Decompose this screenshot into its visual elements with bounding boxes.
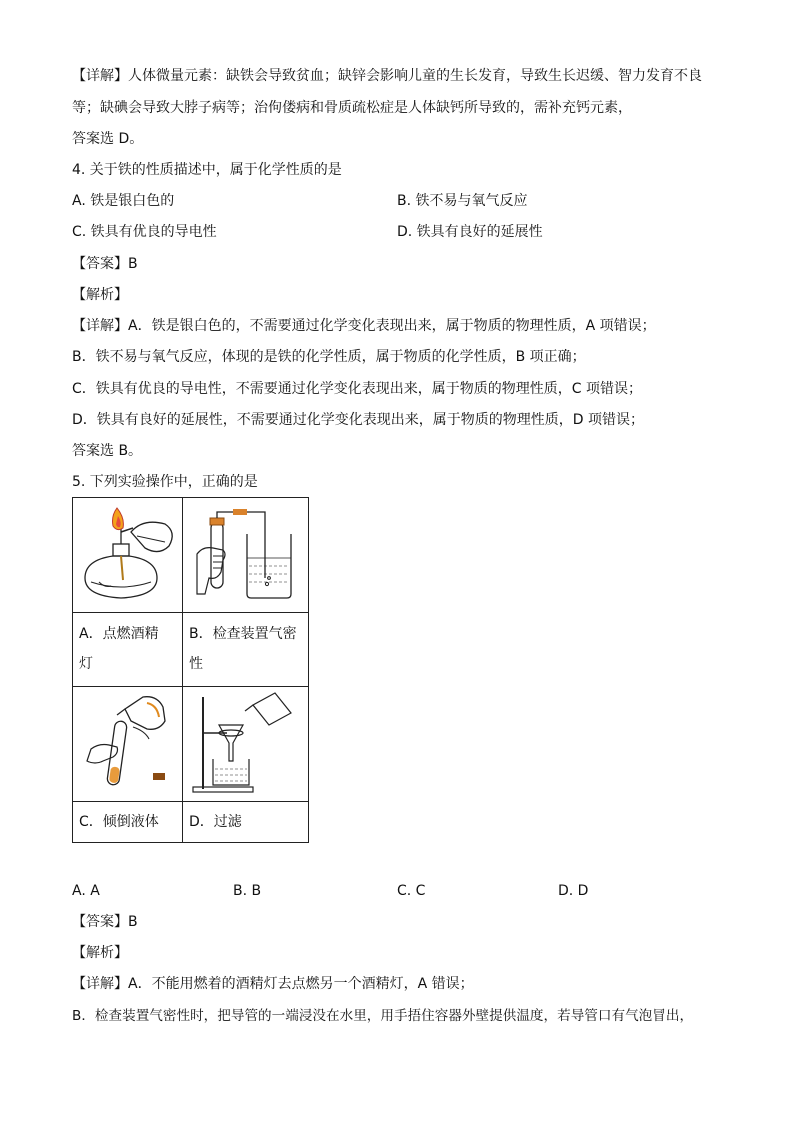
q4-explain-2: B．铁不易与氧气反应，体现的是铁的化学性质，属于物质的化学性质，B 项正确；: [72, 349, 586, 365]
q4-option-c: C. 铁具有优良的导电性: [72, 224, 217, 240]
caption-c: C．倾倒液体: [79, 814, 159, 830]
q4-explain-5: 答案选 B。: [72, 443, 143, 459]
cell-c-caption: [72, 801, 183, 843]
caption-d: D．过滤: [189, 814, 242, 830]
q4-option-b: B. 铁不易与氧气反应: [397, 193, 528, 209]
q5-option-c: C. C: [397, 883, 426, 899]
q5-option-a: A. A: [72, 883, 100, 899]
q4-explain-1: 【详解】A．铁是银白色的，不需要通过化学变化表现出来，属于物质的物理性质，A 项错误；: [72, 318, 656, 334]
intro-line-3: 答案选 D。: [72, 131, 144, 147]
airtightness-check-icon: [183, 498, 308, 612]
q5-explain-2: B．检查装置气密性时，把导管的一端浸没在水里，用手捂住容器外壁提供温度，若导管口有气泡冒出，: [72, 1008, 694, 1024]
caption-a-line-2: 灯: [79, 656, 93, 672]
cell-a-image: [72, 497, 183, 613]
caption-a-line-1: A．点燃酒精: [79, 626, 159, 642]
cell-b-caption: [182, 612, 309, 687]
cell-d-caption: [182, 801, 309, 843]
cell-a-caption: [72, 612, 183, 687]
q4-stem: 4. 关于铁的性质描述中，属于化学性质的是: [72, 162, 342, 178]
q5-stem: 5. 下列实验操作中，正确的是: [72, 474, 258, 490]
filtration-icon: [183, 687, 308, 801]
intro-line-1: 【详解】人体微量元素：缺铁会导致贫血；缺锌会影响儿童的生长发育，导致生长迟缓、智力发育不良: [72, 68, 702, 84]
q4-explain-3: C．铁具有优良的导电性，不需要通过化学变化表现出来，属于物质的物理性质，C 项错误；: [72, 381, 642, 397]
caption-b-line-2: 性: [189, 656, 203, 672]
q4-option-d: D. 铁具有良好的延展性: [397, 224, 543, 240]
alcohol-lamp-lighting-icon: [73, 498, 182, 612]
q5-explain-1: 【详解】A．不能用燃着的酒精灯去点燃另一个酒精灯，A 错误；: [72, 976, 474, 992]
caption-b-line-1: B．检查装置气密: [189, 626, 297, 642]
intro-line-2: 等；缺碘会导致大脖子病等；治佝偻病和骨质疏松症是人体缺钙所导致的，需补充钙元素，: [72, 100, 632, 116]
q4-analysis-label: 【解析】: [72, 287, 128, 303]
q4-explain-4: D．铁具有良好的延展性，不需要通过化学变化表现出来，属于物质的物理性质，D 项错误；: [72, 412, 645, 428]
q5-figure-table: [72, 497, 309, 843]
cell-d-image: [182, 686, 309, 802]
q4-answer: 【答案】B: [72, 256, 138, 272]
q5-option-b: B. B: [233, 883, 262, 899]
pouring-liquid-icon: [73, 687, 182, 801]
q5-answer: 【答案】B: [72, 914, 138, 930]
q5-analysis-label: 【解析】: [72, 945, 128, 961]
cell-b-image: [182, 497, 309, 613]
q4-option-a: A. 铁是银白色的: [72, 193, 175, 209]
q5-option-d: D. D: [558, 883, 589, 899]
cell-c-image: [72, 686, 183, 802]
